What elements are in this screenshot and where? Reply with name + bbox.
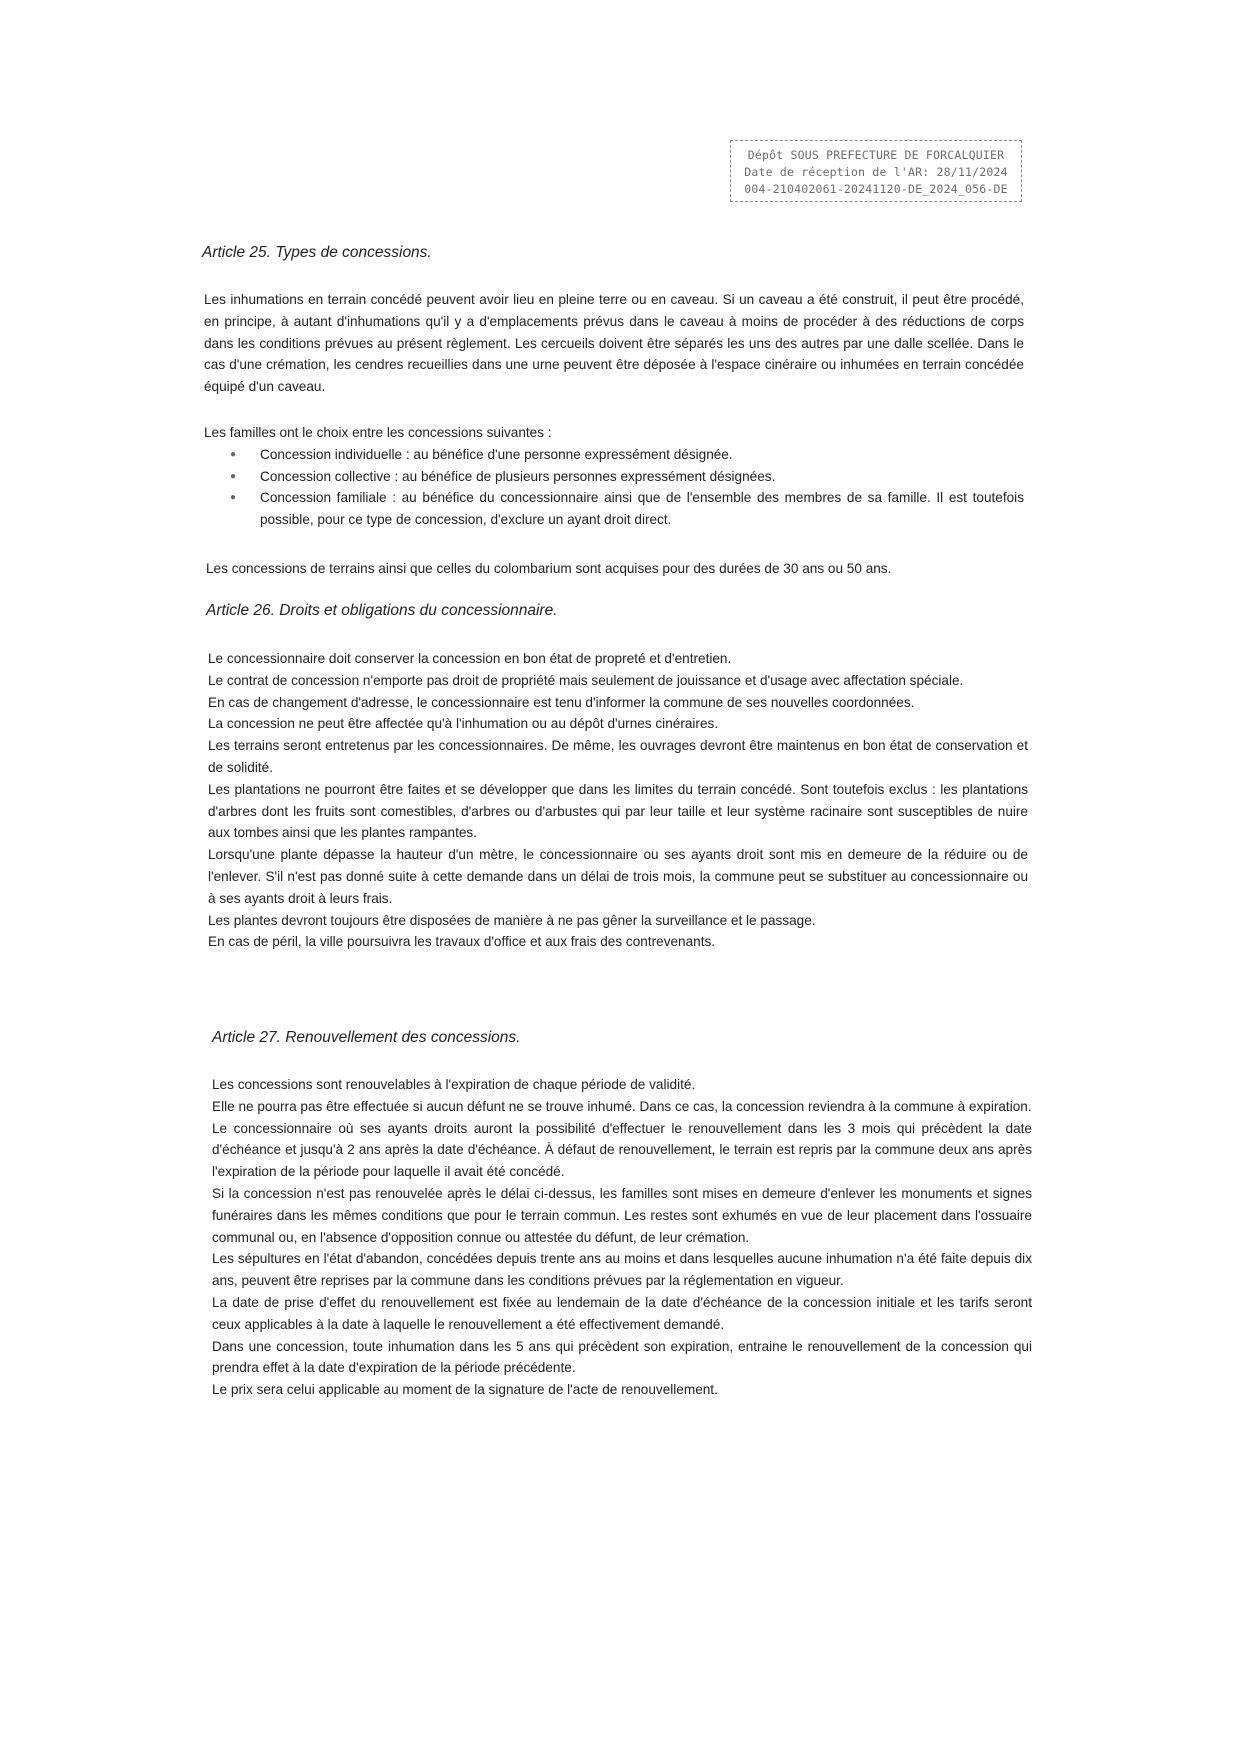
article-26-body: [208, 648, 1028, 953]
article-26-paragraph: En cas de péril, la ville poursuivra les travaux d'office et aux frais des contrevenants.: [208, 934, 716, 950]
concession-types: [204, 422, 1024, 531]
list-item: ● Concession collective : au bénéfice de plusieurs personnes expressément désignées.: [260, 466, 1024, 488]
article-26-paragraph: Les plantes devront toujours être disposées de manière à ne pas gêner la surveillance et le passage.: [208, 912, 816, 928]
article-26-paragraph: La concession ne peut être affectée qu'à l'inhumation ou au dépôt d'urnes cinéraires.: [208, 716, 719, 732]
article-27-paragraph: Dans une concession, toute inhumation dans les 5 ans qui précèdent son expiration, entraine le renouvellement de la concession qui prendra effet à la date d'expiration de la période précédente.: [212, 1338, 1032, 1376]
list-item: ● Concession individuelle : au bénéfice d'une personne expressément désignée.: [260, 444, 1024, 466]
article-25-body: [204, 289, 1024, 398]
article-27-paragraph: Les concessions sont renouvelables à l'expiration de chaque période de validité.: [212, 1077, 696, 1092]
article-26-paragraph: En cas de changement d'adresse, le concessionnaire est tenu d'informer la commune de ses nouvelles coordonnées.: [208, 694, 915, 710]
article-25-paragraph: Les inhumations en terrain concédé peuvent avoir lieu en pleine terre ou en caveau. Si un caveau a été construit, il peut être procédé, en principe, à autant d'inhumations qu'il y a d'emplacements prévus dans le caveau à moins de procéder à des réductions de corps dans les conditions prévues au présent règlement. Les cercueils doivent être séparés les uns des autres par une dalle scellée. Dans le cas d'une crémation, les cendres recueillies dans une urne peuvent être déposée à l'espace cinéraire ou inhumées en terrain concédée équipé d'un caveau.: [204, 292, 1024, 395]
bullet-icon: ●: [230, 448, 237, 460]
receipt-stamp: [730, 140, 1022, 202]
article-26-title: Article 26. Droits et obligations du concessionnaire.: [206, 602, 558, 619]
article-27-body: [212, 1074, 1032, 1401]
stamp-line-depot: Dépôt SOUS PREFECTURE DE FORCALQUIER: [747, 148, 1005, 162]
stamp-line-reference: 004-210402061-20241120-DE_2024_056-DE: [744, 182, 1008, 196]
article-27-paragraph: La date de prise d'effet du renouvellement est fixée au lendemain de la date d'échéance de la concession initiale et les tarifs seront ceux applicables à la date à laquelle le renouvellement a été effectivement demandé.: [212, 1294, 1032, 1332]
article-27-paragraph: Le concessionnaire où ses ayants droits auront la possibilité d'effectuer le renouvellement dans les 3 mois qui précèdent la date d'échéance et jusqu'à 2 ans après la date d'échéance. À défaut de renouvellement, le terrain est repris par la commune deux ans après l'expiration de la période pour laquelle il avait été concédé.: [212, 1120, 1032, 1180]
bullet-icon: ●: [230, 470, 237, 482]
stamp-line-date: Date de réception de l'AR: 28/11/2024: [744, 165, 1008, 179]
bullet-icon: ●: [230, 492, 237, 504]
article-27-paragraph: Elle ne pourra pas être effectuée si aucun défunt ne se trouve inhumé. Dans ce cas, la concession reviendra à la commune à expiration.: [212, 1098, 1032, 1114]
article-27-paragraph: Si la concession n'est pas renouvelée après le délai ci-dessus, les familles sont mises en demeure d'enlever les monuments et signes funéraires dans les mêmes conditions que pour le terrain commun. Les restes sont exhumés en vue de leur placement dans l'ossuaire communal ou, en l'absence d'opposition connue ou attestée du défunt, de leur crémation.: [212, 1185, 1032, 1245]
concession-list: [204, 444, 1024, 531]
concession-duration-text: Les concessions de terrains ainsi que celles du colombarium sont acquises pour des durées de 30 ans ou 50 ans.: [206, 561, 892, 576]
article-26-paragraph: Les terrains seront entretenus par les concessionnaires. De même, les ouvrages devront être maintenus en bon état de conservation et de solidité.: [208, 738, 1028, 775]
concession-types-intro: Les familles ont le choix entre les concessions suivantes :: [204, 425, 552, 440]
concession-duration: [206, 558, 1026, 580]
article-26-paragraph: Le concessionnaire doit conserver la concession en bon état de propreté et d'entretien.: [208, 651, 732, 666]
list-item: ● Concession familiale : au bénéfice du concessionnaire ainsi que de l'ensemble des membres de sa famille. Il est toutefois possible, pour ce type de concession, d'exclure un ayant droit direct.: [260, 487, 1024, 531]
article-27-paragraph: Le prix sera celui applicable au moment de la signature de l'acte de renouvellement.: [212, 1382, 718, 1398]
article-25-title: Article 25. Types de concessions.: [202, 244, 432, 261]
article-26-paragraph: Les plantations ne pourront être faites et se développer que dans les limites du terrain concédé. Sont toutefois exclus : les plantations d'arbres dont les fruits sont comestibles, d'arbres ou d'arbustes qui par leur taille et leur système racinaire sont susceptibles de nuire aux tombes ainsi que les plantes rampantes.: [208, 781, 1028, 841]
article-27-paragraph: Les sépultures en l'état d'abandon, concédées depuis trente ans au moins et dans lesquelles aucune inhumation n'a été faite depuis dix ans, peuvent être reprises par la commune dans les conditions prévues par la réglementation en vigueur.: [212, 1251, 1032, 1289]
article-26-paragraph: Lorsqu'une plante dépasse la hauteur d'un mètre, le concessionnaire ou ses ayants droit sont mis en demeure de la réduire ou de l'enlever. S'il n'est pas donné suite à cette demande dans un délai de trois mois, la commune peut se substituer au concessionnaire ou à ses ayants droit à leurs frais.: [208, 847, 1028, 906]
article-27-title: Article 27. Renouvellement des concessions.: [212, 1029, 521, 1046]
article-26-paragraph: Le contrat de concession n'emporte pas droit de propriété mais seulement de jouissance et d'usage avec affectation spéciale.: [208, 672, 964, 688]
